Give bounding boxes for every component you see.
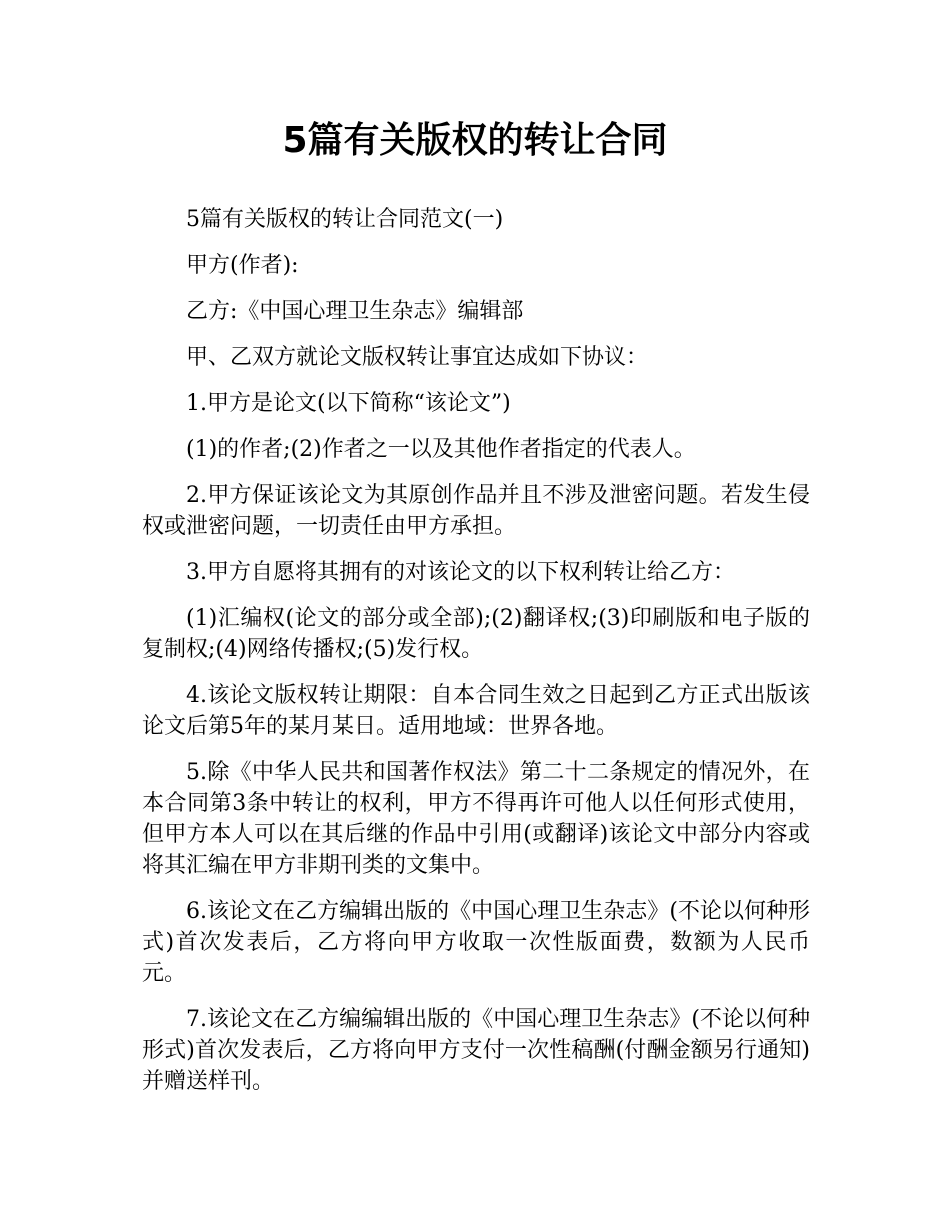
paragraph-clause-4: 4.该论文版权转让期限：自本合同生效之日起到乙方正式出版该论文后第5年的某月某日。适用地域：世界各地。 [142, 683, 810, 739]
paragraph-clause-1: 1.甲方是论文(以下简称“该论文”) [186, 391, 511, 416]
paragraph-clause-5: 5.除《中华人民共和国著作权法》第二十二条规定的情况外，在本合同第3条中转让的权利，甲方不得再许可他人以任何形式使用，但甲方本人可以在其后继的作品中引用(或翻译)该论文中部分内容或将其汇编在甲方非期刊类的文集中。 [142, 760, 810, 878]
paragraph-party-b: 乙方:《中国心理卫生杂志》编辑部 [186, 299, 524, 324]
paragraph-clause-6: 6.该论文在乙方编辑出版的《中国心理卫生杂志》(不论以何种形式)首次发表后，乙方将向甲方收取一次性版面费，数额为人民币元。 [142, 899, 810, 986]
document-body [142, 204, 810, 1112]
document-title: 5篇有关版权的转让合同 [282, 120, 668, 161]
paragraph-clause-7: 7.该论文在乙方编编辑出版的《中国心理卫生杂志》(不论以何种形式)首次发表后，乙方将向甲方支付一次性稿酬(付酬金额另行通知)并赠送样刊。 [142, 1007, 810, 1094]
paragraph-agreement-intro: 甲、乙双方就论文版权转让事宜达成如下协议： [186, 345, 649, 370]
paragraph-clause-3: 3.甲方自愿将其拥有的对该论文的以下权利转让给乙方： [186, 560, 735, 585]
paragraph-clause-3-detail: (1)汇编权(论文的部分或全部);(2)翻译权;(3)印刷版和电子版的复制权;(4)网络传播权;(5)发行权。 [142, 606, 810, 662]
paragraph-heading: 5篇有关版权的转让合同范文(一) [186, 207, 504, 232]
paragraph-clause-1-detail: (1)的作者;(2)作者之一以及其他作者指定的代表人。 [186, 437, 696, 462]
paragraph-party-a: 甲方(作者): [186, 253, 299, 278]
paragraph-clause-2: 2.甲方保证该论文为其原创作品并且不涉及泄密问题。若发生侵权或泄密问题，一切责任由甲方承担。 [142, 483, 810, 539]
